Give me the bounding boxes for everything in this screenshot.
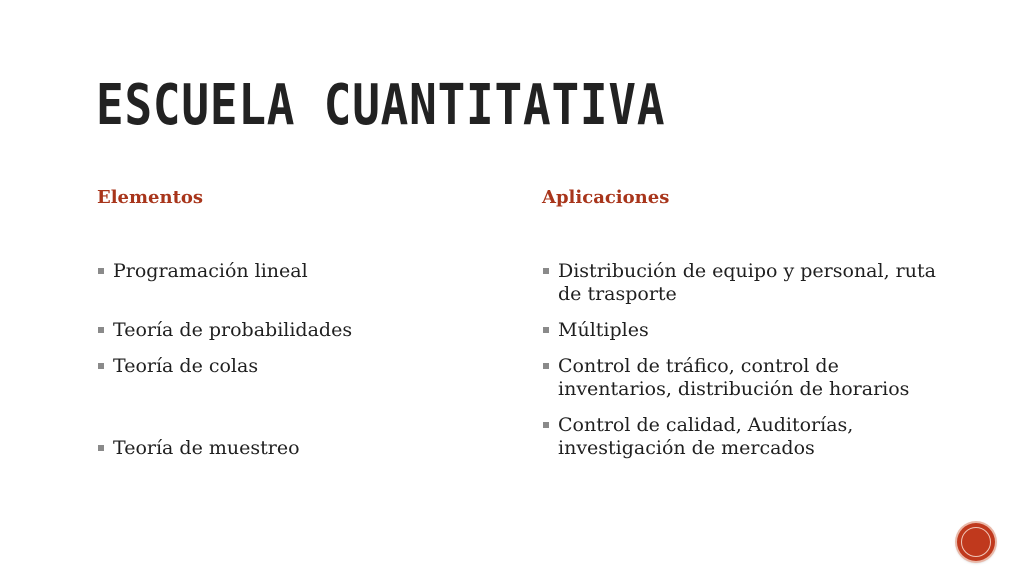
list-item: [542, 260, 938, 306]
list-item: [97, 319, 493, 342]
list-item: [97, 437, 493, 460]
list-item: [97, 355, 493, 378]
list-item-text: Teoría de muestreo: [113, 437, 300, 459]
bullet-square-icon: [543, 268, 549, 274]
list-item-text: Teoría de colas: [113, 355, 259, 377]
elements-heading: Elementos: [97, 187, 204, 208]
slide-title: ESCUELA CUANTITATIVA: [96, 73, 666, 138]
bullet-square-icon: [98, 363, 104, 369]
bullet-square-icon: [98, 445, 104, 451]
list-item-text: Múltiples: [558, 319, 649, 341]
list-item-text: Distribución de equipo y personal, ruta de trasporte: [558, 260, 936, 305]
bullet-square-icon: [543, 327, 549, 333]
list-item-text: Control de calidad, Auditorías, investigación de mercados: [558, 414, 854, 459]
bullet-square-icon: [98, 327, 104, 333]
list-item-text: Control de tráfico, control de inventarios, distribución de horarios: [558, 355, 910, 400]
slide-edge: [0, 0, 8, 576]
list-item: [542, 355, 938, 401]
list-item-text: Teoría de probabilidades: [113, 319, 353, 341]
badge-ring: [961, 527, 991, 557]
list-item-text: Programación lineal: [113, 260, 308, 282]
elements-column: [97, 184, 497, 459]
list-item: [97, 260, 493, 283]
list-item: [542, 414, 938, 460]
bullet-square-icon: [543, 422, 549, 428]
bullet-square-icon: [98, 268, 104, 274]
applications-column: [542, 184, 942, 459]
list-item: [542, 319, 938, 342]
bullet-square-icon: [543, 363, 549, 369]
slide-number-badge: [957, 523, 995, 561]
applications-heading: Aplicaciones: [542, 187, 670, 208]
